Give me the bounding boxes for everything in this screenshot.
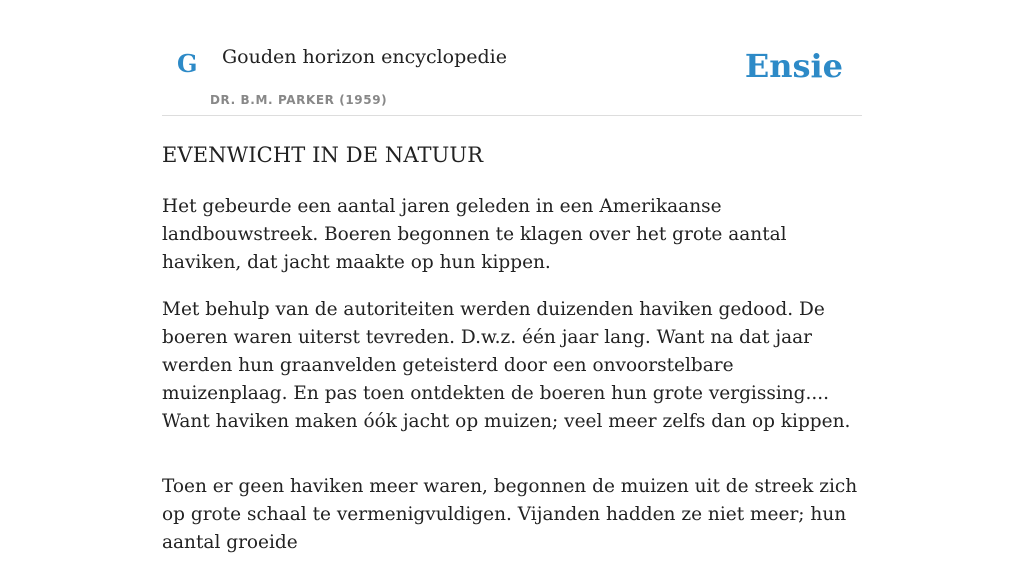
book-logo-icon[interactable]: G (177, 49, 198, 78)
brand-logo[interactable]: Ensie (744, 47, 843, 85)
article-title: EVENWICHT IN DE NATUUR (162, 143, 484, 167)
book-header (162, 30, 862, 116)
article-paragraph: Het gebeurde een aantal jaren geleden in een Amerikaanse landbouwstreek. Boeren begonnen te klagen over het grote aantal haviken, dat jacht maakte op hun kippen. (162, 196, 787, 273)
article-paragraph: Toen er geen haviken meer waren, begonnen de muizen uit de streek zich op grote schaal te vermenigvuldigen. Vijanden hadden ze niet meer; hun aantal groeide (162, 476, 858, 553)
book-author: DR. B.M. PARKER (1959) (210, 93, 388, 107)
book-title[interactable]: Gouden horizon encyclopedie (222, 46, 507, 68)
article-paragraph: Met behulp van de autoriteiten werden duizenden haviken gedood. De boeren waren uiterst tevreden. D.w.z. één jaar lang. Want na dat jaar werden hun graanvelden geteisterd door een onvoorstelbare muizenplaag. En pas toen ontdekten de boeren hun grote vergissing.... Want haviken maken óók jacht op muizen; veel meer zelfs dan op kippen. (162, 299, 851, 432)
article (162, 139, 862, 576)
